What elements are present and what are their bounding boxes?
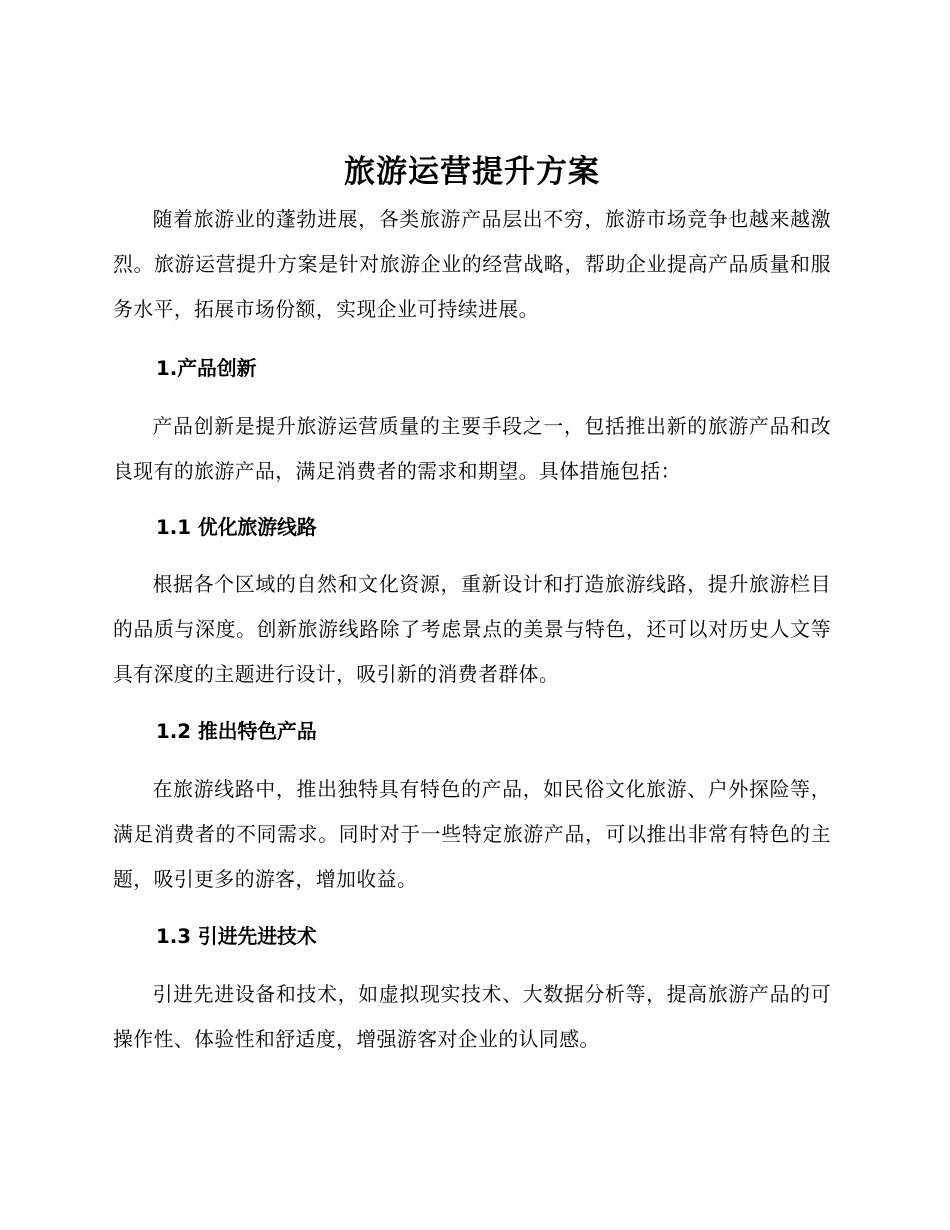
document-title: 旅游运营提升方案 (344, 154, 600, 190)
section-paragraph-optimize-routes: 根据各个区域的自然和文化资源，重新设计和打造旅游线路，提升旅游栏目的品质与深度。创新旅游线路除了考虑景点的美景与特色，还可以对历史人文等具有深度的主题进行设计，吸引新的消费者群体。 (113, 573, 831, 686)
section-paragraph-advanced-technology: 引进先进设备和技术，如虚拟现实技术、大数据分析等，提高旅游产品的可操作性、体验性和舒适度，增强游客对企业的认同感。 (113, 983, 831, 1051)
section-paragraph-product-innovation: 产品创新是提升旅游运营质量的主要手段之一，包括推出新的旅游产品和改良现有的旅游产品，满足消费者的需求和期望。具体措施包括： (113, 415, 831, 483)
section-heading-optimize-routes: 1.1 优化旅游线路 (156, 516, 317, 539)
section-heading-product-innovation: 1.产品创新 (156, 357, 257, 380)
intro-paragraph: 随着旅游业的蓬勃进展，各类旅游产品层出不穷，旅游市场竞争也越来越激烈。旅游运营提升方案是针对旅游企业的经营战略，帮助企业提高产品质量和服务水平，拓展市场份额，实现企业可持续进展。 (113, 208, 831, 321)
section-paragraph-featured-products: 在旅游线路中，推出独特具有特色的产品，如民俗文化旅游、户外探险等，满足消费者的不同需求。同时对于一些特定旅游产品，可以推出非常有特色的主题，吸引更多的游客，增加收益。 (113, 778, 831, 891)
section-heading-featured-products: 1.2 推出特色产品 (156, 720, 317, 743)
section-heading-advanced-technology: 1.3 引进先进技术 (156, 925, 317, 948)
